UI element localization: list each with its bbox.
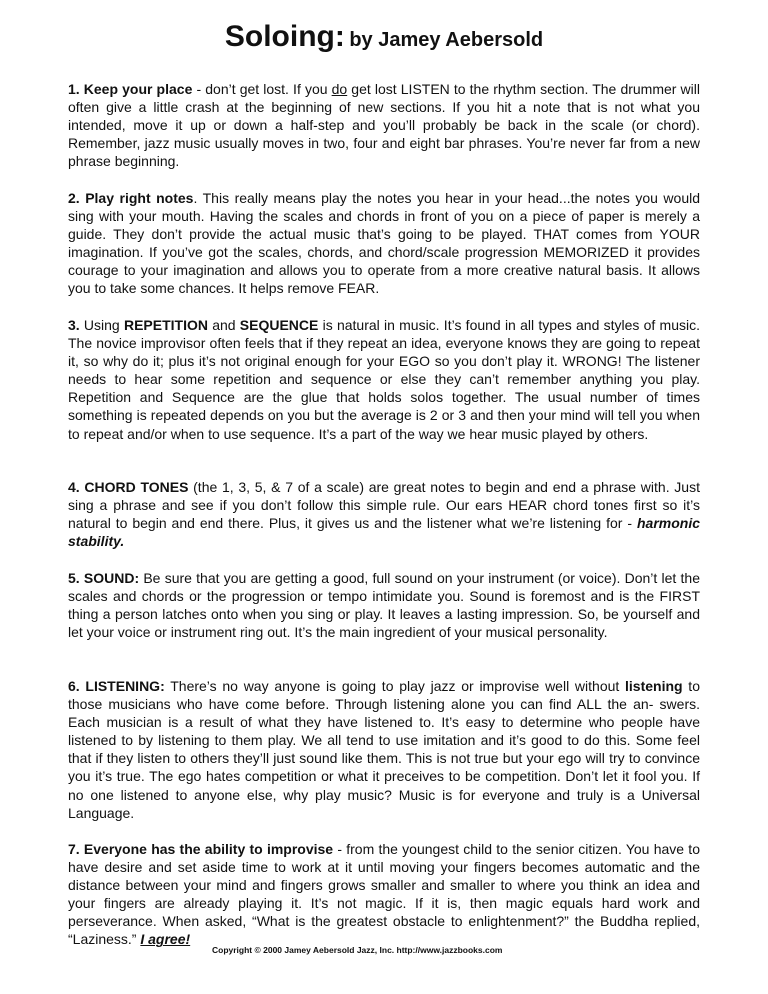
tip-text: Be sure that you are getting a good, full sound on your instrument (or voice). Don’t let the scales and chords or the progression or tempo intimidate you. Sound is foremost and is the FIRST thing a person latches onto when you sing or play. It leaves a lasting impression. So, be yourself and let your voice or instrument ring out. It’s the main ingredient of your musical personality. <box>68 570 700 641</box>
tip-underlined-word: do <box>331 81 348 97</box>
tip-lead: 5. SOUND: <box>68 570 140 586</box>
tip-emphasis: harmonic stability. <box>68 515 700 550</box>
title-main: Soloing: <box>224 20 345 53</box>
tip-lead: 7. Everyone has the ability to improvise <box>68 841 334 857</box>
tip-4-chord-tones <box>68 478 700 550</box>
tip-6-listening <box>68 677 700 822</box>
tip-lead: 3. <box>68 317 80 333</box>
tip-text: to those musicians who have come before. Through listening alone you can find ALL the an- swers. Each musician is a result of what they have listened to. It’s easy to determine who people have listened to by listening to them play. We all tend to use imitation and it’s good to do this. Some feel that if they listen to others they’ll just sound like them. This is not true but your ego will try to convince you it’s true. The ego hates competition or what it preceives to be competition. Don’t let it fool you. If no one listened to anyone else, why play music? Music is for everyone and truly is a Universal Language. <box>68 678 700 821</box>
tip-text: . This really means play the notes you hear in your head...the notes you would sing with your mouth. Having the scales and chords in front of you on a piece of paper is merely a guide. They don’t provide the actual music that’s going to be played. THAT comes from YOUR imagination. If you’ve got the scales, chords, and chord/scale progression MEMORIZED it provides courage to your imagination and allows you to operate from a more creative natural basis. It allows you to take some chances. It helps remove FEAR. <box>68 190 700 297</box>
title-byline: by Jamey Aebersold <box>349 29 544 51</box>
tip-text: (the 1, 3, 5, & 7 of a scale) are great notes to begin and end a phrase with. Just sing a phrase and see if you don’t follow this simple rule. Our ears HEAR chord tones first so it’s natural to begin and end there. Plus, it gives us and the listener what we’re listening for - <box>68 479 700 532</box>
tip-1-keep-your-place <box>68 80 700 170</box>
tip-text: and <box>207 317 240 333</box>
tip-3-repetition-sequence <box>68 316 700 443</box>
tip-text: Using <box>79 317 124 333</box>
tip-bold-term: listening <box>625 678 683 694</box>
tip-text: is natural in music. It’s found in all types and styles of music. The novice improvisor often feels that if they repeat an idea, everyone knows they are going to repeat it, so why do it; plus it’s not original enough for your EGO so you don’t play it. WRONG! The listener needs to hear some repetition and sequence or else they can’t remember anything you play. Repetition and Sequence are the glue that holds solos together. The usual number of times something is repeated depends on you but the average is 2 or 3 and then your mind will tell you when to repeat and/or when to use sequence. It’s a part of the way we hear music played by others. <box>68 317 700 442</box>
tip-bold-term: SEQUENCE <box>239 317 319 333</box>
tip-2-play-right-notes <box>68 189 700 298</box>
tip-text: - from the youngest child to the senior citizen. You have to have desire and set aside time to work at it until moving your fingers becomes automatic and the distance between your mind and fingers grows smaller and smaller to where you think an idea and your fingers are already playing it. It’s not magic. If it is, then magic equals hard work and perseverance. When asked, “What is the greatest obstacle to enlightenment?” the Buddha replied, “Laziness.” <box>68 841 700 948</box>
page-title <box>0 22 768 52</box>
tip-text: There’s no way anyone is going to play jazz or improvise well without <box>164 678 626 694</box>
tip-lead: 6. LISTENING: <box>68 678 165 694</box>
tip-lead: 1. Keep your place <box>68 81 193 97</box>
tip-text: - don’t get lost. If you <box>192 81 332 97</box>
copyright-footer: Copyright © 2000 Jamey Aebersold Jazz, Inc. http://www.jazzbooks.com <box>212 945 503 955</box>
tip-7-everyone-can-improvise <box>68 840 700 949</box>
tip-text: get lost LISTEN to the rhythm section. The drummer will often give a little crash at the beginning of new sections. If you hit a note that is not what you intended, move it up or down a half-step and you’ll probably be back in the scale (or chord). Remember, jazz music usually moves in two, four and eight bar phrases. You’re never far from a new phrase beginning. <box>68 81 701 170</box>
tip-5-sound <box>68 569 700 641</box>
tip-lead: 4. CHORD TONES <box>68 479 189 495</box>
tip-lead: 2. Play right notes <box>68 190 194 206</box>
tip-emphasis: I agree! <box>140 931 191 948</box>
tip-bold-term: REPETITION <box>123 317 208 333</box>
